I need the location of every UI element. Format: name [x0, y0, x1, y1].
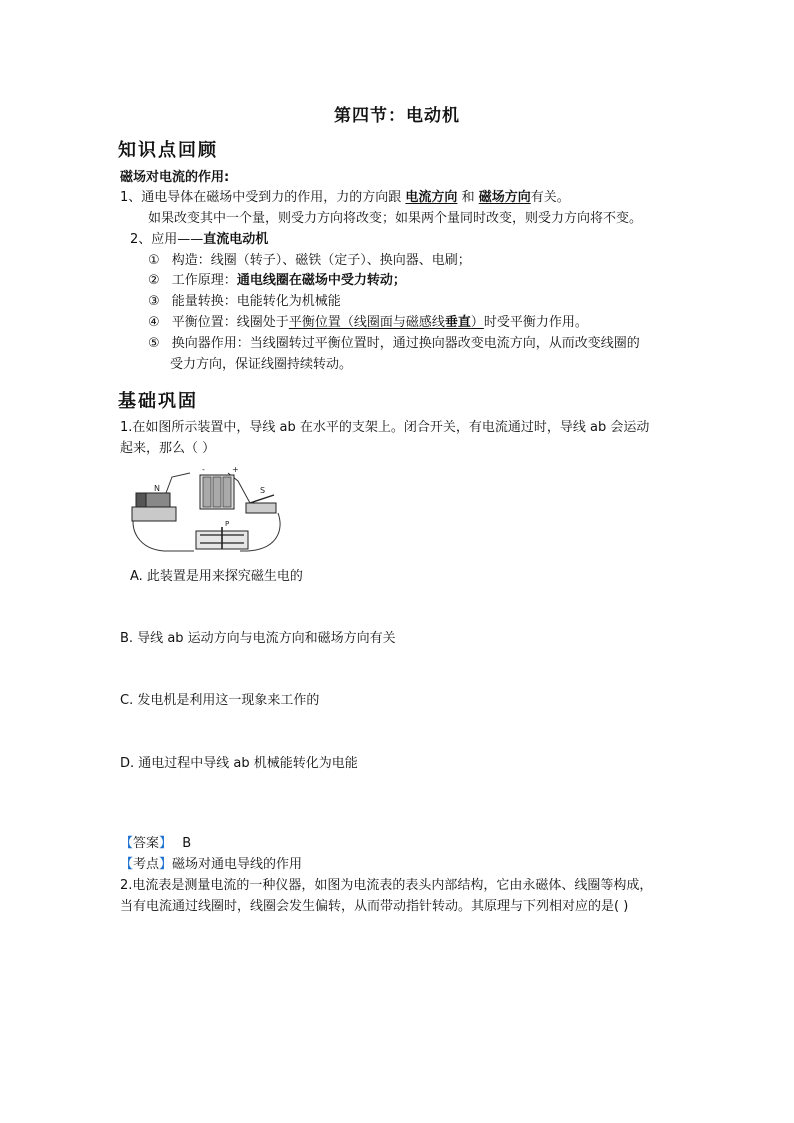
- option-b: B. 导线 ab 运动方向与电流方向和磁场方向有关: [120, 631, 396, 646]
- subitem-text: 换向器作用：当线圈转过平衡位置时，通过换向器改变电流方向，从而改变线圈的: [171, 336, 640, 351]
- switch-s-label: S: [260, 486, 266, 495]
- topic-line: [120, 855, 302, 875]
- item2-pre: 2、应用——: [130, 232, 204, 247]
- review-item-2: [130, 230, 268, 250]
- topic-value: 磁场对通电导线的作用: [172, 857, 303, 872]
- subitem-text: 能量转换：电能转化为机械能: [171, 294, 341, 309]
- subitem-structure: [148, 251, 471, 271]
- subitem-mark: ②: [148, 273, 160, 288]
- subitem-principle: [148, 271, 406, 291]
- review-item-1: [120, 188, 570, 208]
- topic-label: 考点: [133, 857, 160, 872]
- keyword-field-direction: 磁场方向: [478, 190, 531, 205]
- keyword-current-direction: 电流方向: [405, 190, 458, 205]
- subitem-commutator-line2: 受力方向，保证线圈持续转动。: [170, 357, 353, 372]
- question-1-line1: 1.在如图所示装置中，导线 ab 在水平的支架上。闭合开关，有电流通过时，导线 ab 会运动: [120, 420, 650, 435]
- magnet-n-label: N: [154, 484, 160, 493]
- item1-post: 有关。: [530, 190, 570, 205]
- bracket-open: 【: [120, 836, 134, 851]
- item1-mid: 和: [461, 190, 475, 205]
- subitem-energy: [148, 292, 341, 312]
- question-2-line1: 2.电流表是测量电流的一种仪器，如图为电流表的表头内部结构，它由永磁体、线圈等构成，: [120, 878, 653, 893]
- option-a: A. 此装置是用来探究磁生电的: [130, 569, 303, 584]
- battery-minus-label: -: [202, 465, 205, 474]
- subitem-commutator: [148, 334, 640, 354]
- subitem-post: 时受平衡力作用。: [483, 315, 588, 330]
- battery-plus-label: +: [232, 465, 239, 474]
- review-subheading: 磁场对电流的作用:: [120, 170, 230, 185]
- subitem-balance: [148, 313, 588, 333]
- subitem-label: 工作原理：: [171, 273, 237, 288]
- bracket-close: 】: [159, 857, 173, 872]
- option-d: D. 通电过程中导线 ab 机械能转化为电能: [120, 756, 358, 771]
- review-item-1-line2: 如果改变其中一个量，则受力方向将改变；如果两个量同时改变，则受力方向将不变。: [148, 211, 643, 226]
- subitem-mark: ①: [148, 253, 160, 268]
- underlined-close: ）: [470, 315, 484, 330]
- bracket-open: 【: [120, 857, 134, 872]
- answer-line: [120, 834, 191, 854]
- magnet-icon: [132, 493, 176, 521]
- subitem-mark: ⑤: [148, 336, 160, 351]
- question-2-line2: 当有电流通过线圈时，线圈会发生偏转，从而带动指针转动。其原理与下列相对应的是( ): [120, 899, 629, 914]
- option-c: C. 发电机是利用这一现象来工作的: [120, 693, 320, 708]
- underlined-bold: 垂直: [444, 315, 471, 330]
- question-1-line2: 起来，那么（ ）: [120, 441, 216, 456]
- section-heading-review: 知识点回顾: [118, 140, 218, 161]
- motor-apparatus-figure: [128, 463, 288, 559]
- item1-pre: 1、通电导体在磁场中受到力的作用，力的方向跟: [120, 190, 402, 205]
- underlined-text: 平衡位置（线圈面与磁感线: [288, 315, 445, 330]
- subitem-bold: 通电线圈在磁场中受力转动；: [236, 273, 406, 288]
- rail-stand-icon: [196, 527, 248, 549]
- answer-label: 答案: [133, 836, 160, 851]
- subitem-mark: ③: [148, 294, 160, 309]
- section-heading-practice: 基础巩固: [118, 391, 198, 412]
- bracket-close: 】: [159, 836, 173, 851]
- page-title: 第四节：电动机: [334, 106, 460, 126]
- rod-p-label: P: [225, 520, 230, 528]
- subitem-text: 构造：线圈（转子）、磁铁（定子）、换向器、电刷；: [171, 253, 471, 268]
- switch-icon: [246, 495, 276, 513]
- answer-value: B: [182, 836, 192, 851]
- subitem-pre: 平衡位置：线圈处于: [171, 315, 289, 330]
- balance-position-underlined: [289, 315, 484, 330]
- battery-pack-icon: [200, 475, 234, 509]
- subitem-mark: ④: [148, 315, 160, 330]
- item2-bold: 直流电动机: [203, 232, 269, 247]
